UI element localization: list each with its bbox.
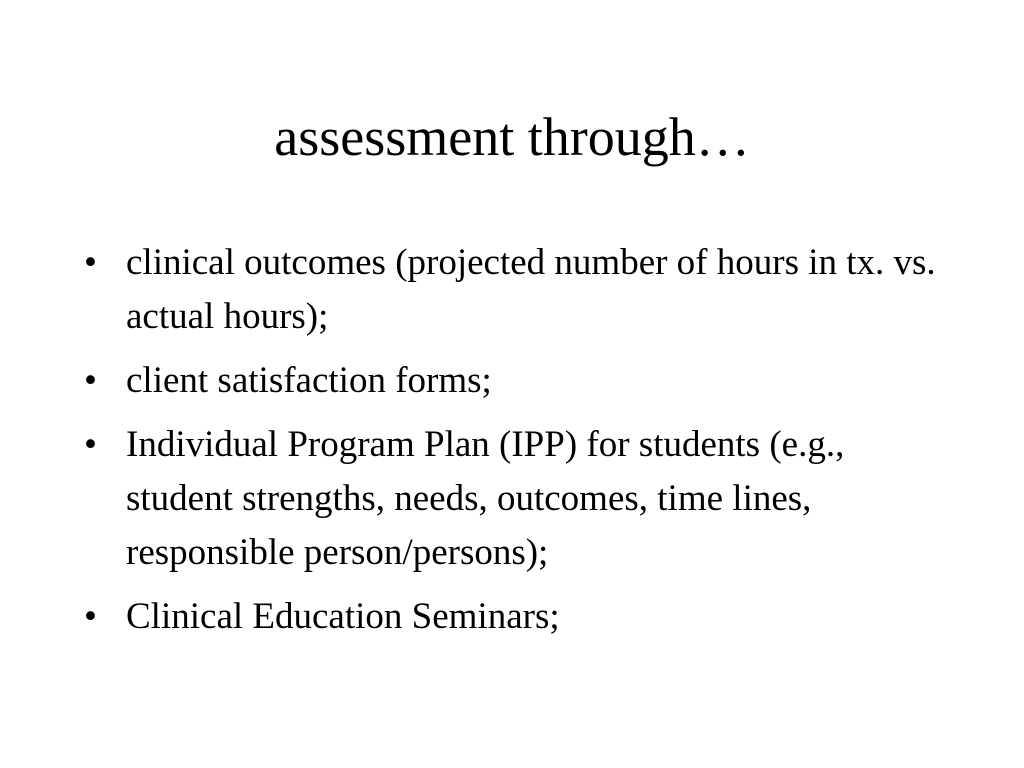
bullet-icon: • <box>84 596 97 637</box>
bullet-text: client satisfaction forms; <box>126 360 492 401</box>
bullet-text: clinical outcomes (projected number of hours in tx. vs. actual hours); <box>126 242 936 337</box>
bullet-list <box>84 236 944 654</box>
bullet-icon: • <box>84 360 97 401</box>
bullet-item-individual-program-plan <box>84 418 944 580</box>
slide-title: assessment through… <box>274 107 750 167</box>
bullet-item-client-satisfaction <box>84 354 944 408</box>
bullet-text: Clinical Education Seminars; <box>126 596 560 637</box>
bullet-text: Individual Program Plan (IPP) for students (e.g., student strengths, needs, outcomes, time lines, responsible person/persons); <box>126 424 845 573</box>
bullet-icon: • <box>84 242 97 283</box>
bullet-item-clinical-education-seminars <box>84 590 944 644</box>
bullet-item-clinical-outcomes <box>84 236 944 344</box>
bullet-icon: • <box>84 424 97 465</box>
